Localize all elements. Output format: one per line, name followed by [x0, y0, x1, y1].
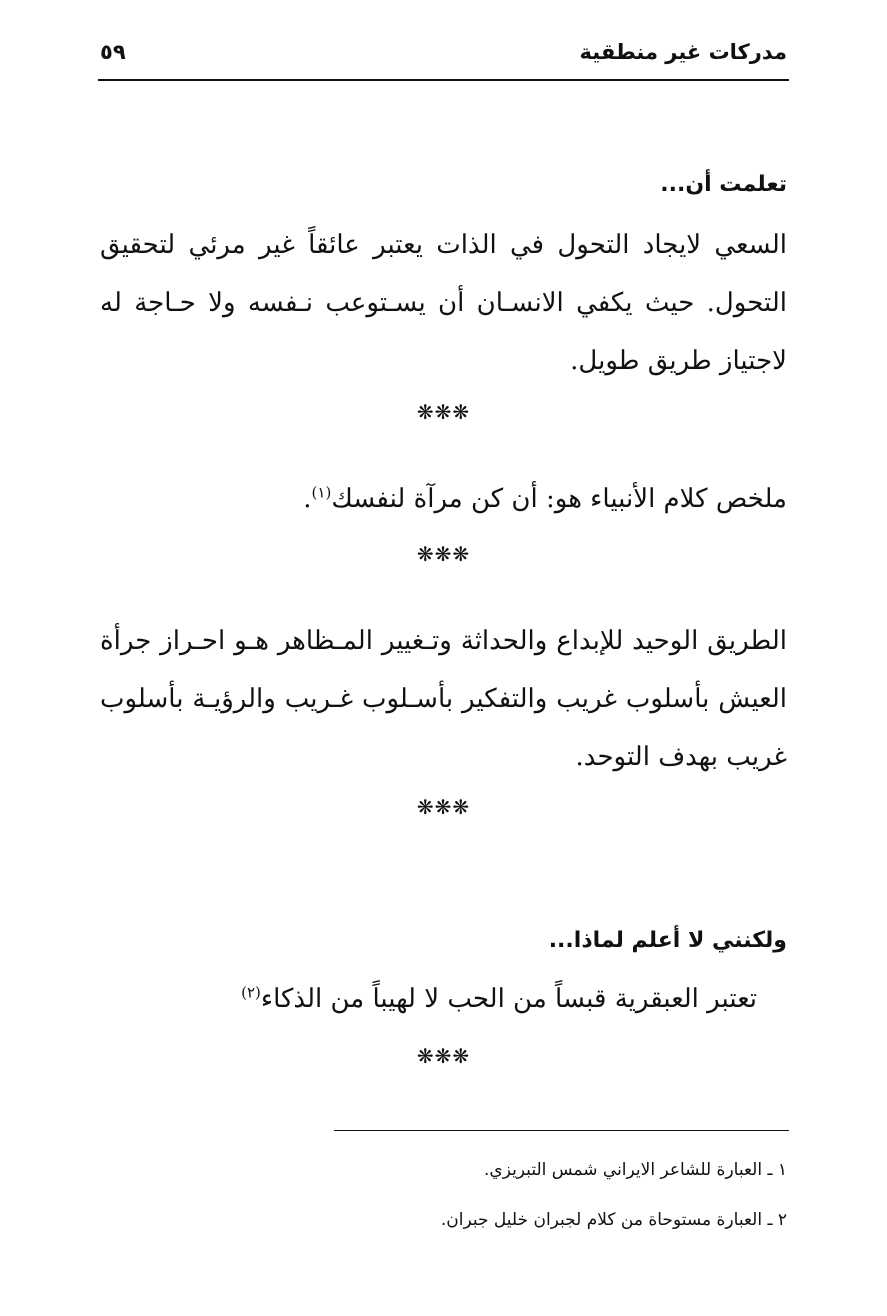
- paragraph-genius: [100, 970, 757, 1028]
- footnote-reference-1: (١): [311, 483, 332, 502]
- section-separator: ❋❋❋: [416, 1044, 471, 1068]
- section-heading-why: ولكنني لا أعلم لماذا...: [548, 928, 787, 953]
- footnote-2: ٢ ـ العبارة مستوحاة من كلام لجبران خليل جبران.: [440, 1210, 787, 1230]
- paragraph-creativity: الطريق الوحيد للإبداع والحداثة وتـغيير المـظاهر هـو احـراز جرأة العيش بأسلوب غريب والتفكير بأسـلوب غـريب والرؤيـة بأسلوب غريب بهدف التوحد.: [100, 626, 787, 772]
- paragraph-text: تعتبر العبقرية قبساً من الحب لا لهيباً من الذكاء: [260, 984, 757, 1014]
- footnote-reference-2: (٢): [241, 983, 261, 1002]
- footnote-divider: [334, 1130, 789, 1131]
- paragraph-text: ملخص كلام الأنبياء هو: أن كن مرآة لنفسك: [331, 484, 787, 514]
- section-separator: ❋❋❋: [416, 542, 471, 566]
- section-heading-learned: تعلمت أن...: [660, 172, 787, 197]
- page-number: ٥٩: [100, 40, 126, 64]
- footnote-1: ١ ـ العبارة للشاعر الايراني شمس التبريزي.: [483, 1160, 787, 1180]
- header-divider: [98, 79, 789, 81]
- section-separator: ❋❋❋: [416, 795, 471, 819]
- paragraph-transformation: السعي لايجاد التحول في الذات يعتبر عائقاً غير مرئي لتحقيق التحول. حيث يكفي الانسـان أن يسـتوعب نـفسه ولا حـاجة له لاجتياز طريق طويل.: [100, 230, 787, 376]
- section-separator: ❋❋❋: [416, 400, 471, 424]
- paragraph-prophets-summary: [100, 470, 787, 528]
- running-header-title: مدركات غير منطقية: [579, 40, 787, 64]
- paragraph-end: .: [303, 484, 312, 514]
